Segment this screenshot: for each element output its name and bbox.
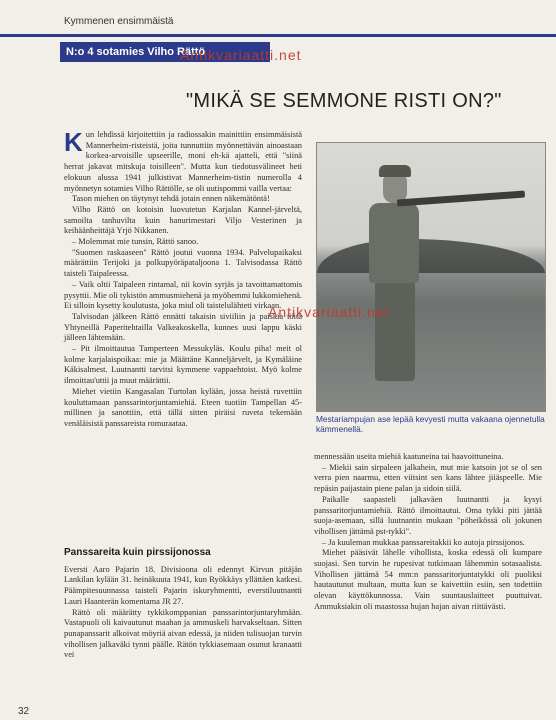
paragraph: Tason miehen on täytynyt tehdä jotain ennen näkemätöntä! xyxy=(72,194,270,204)
paragraph: Eversti Aaro Pajarin 18. Divisioona oli edennyt Kirvun pitäjän Lankilan kylään 31. heinäkuuta 1941, kun Ryökkäys yllättäen katkesi. Päämpitesuunnassa taisteli Pajarin iskuryhmentti, everstiluutnantti Lauri Haanterän komentama JR 27. xyxy=(64,564,302,606)
paragraph: Miehet vietiin Kangasalan Turtolan kylään, jossa heistä ruvettiin kouluttamaan panssarintorjuntamiehiä. Eteen tuotiin Tampellan 45-millinen ja sanottiin, että tällä sitten piräisi ruveta tekemään venäläisistä panssareista romuraataa. xyxy=(64,386,302,428)
soldier-figure-legs xyxy=(375,281,415,381)
subheading: Panssareita kuin pirssijonossa xyxy=(64,547,211,558)
soldier-photo xyxy=(316,142,546,412)
drop-cap: K xyxy=(64,127,83,157)
top-rule xyxy=(0,34,556,37)
column-left-top xyxy=(64,127,302,430)
lead-paragraph: Kun lehdissä kirjoitettiin ja radiossakin mainittiin ensimmäisistä Mannerheim-risteistä, joita tunnuttiin myönnettävän ainoastaan korkea-arvoisille upseerille, moni eh-kä ajatteli, että "siinä herrat jakavat mitskuja toisilleen". Mutta kun tiedotusvälineet heti elokuun alussa 1941 julkistivat Mannerheim-tistin numerolla 4 myönnetyn sotamies Vilho Rättölle, se oli uutispommi vailla vertaa: xyxy=(64,127,302,193)
treeline xyxy=(317,239,545,273)
photo-caption: Mestariampujan ase lepää kevyesti mutta vakaana ojennetulla kämmenellä. xyxy=(316,414,545,434)
soldier-figure-cap xyxy=(379,165,411,177)
page-number: 32 xyxy=(18,706,30,717)
section-label: N:o 4 sotamies Vilho Rättö xyxy=(60,42,270,62)
paragraph: Vilho Rättö on kotoisin luovutetun Karjalan Kannel-järveltä, samoilta tanhuvilta kuin hanurimestari Viljo Vesterinen ja keihäänheittäjä Yrjö Nikkanen. xyxy=(64,204,302,236)
column-left-bottom xyxy=(64,548,302,661)
soldier-figure-body xyxy=(369,203,419,283)
paragraph: mennessään useita miehiä kaatuneina tai haavoittuneina. xyxy=(314,452,504,461)
running-head: Kymmenen ensimmäistä xyxy=(64,16,174,27)
paragraph: "Suomen raskaaseen" Rättö joutui vuonna 1934. Palvelupaikaksi määrättiin Terijoki ja polkupyöräpataljoona 1. Talvisodassa Rättö taisteli Taipaleessa. xyxy=(64,247,302,279)
paragraph: – Molemmat mie tunsin, Rättö sanoo. xyxy=(72,237,199,247)
paragraph: – Vaik oltii Taipaleen rintamal, nii kovin syrjäs ja tavoittamattomis pysyttii. Mie oli tykistön ammusmiehenä ja myöhemmi lukkomiehenä. Ei silloin kysetty koulutusta, joka miul oli taistelulähteti virkaan. xyxy=(64,279,302,311)
paragraph: Miehet pääsivät lähelle vihollista, koska edessä oli kumpare suojasi. Sen turvin he rupesivat tutkimaan lähemmin sotasaalista. Vihollisen jättämä 54 mm:n panssaritorjuntatykki oli puoliksi hautautunut multaan, mutta kun se kaivettiin esiin, sen todettiin olevan käyttökunnossa. Vain suuntauslaitteet puuttuivat. Ammuksiakin oli maastossa hujan hajan aivan riittävästi. xyxy=(314,548,542,611)
paragraph: Talvisodan jälkeen Rättö ennätti takaisin siviiliin ja paiskia töitä Yhtyneillä Paperitehtailla Valkeakoskella, kunnes uusi lappu käski jälleen lähtemään. xyxy=(64,311,302,343)
column-right xyxy=(314,452,542,613)
paragraph: – Pit ilmoittautua Tamperteen Messukyläs. Koulu piha! meit ol kolme karjalaispoikaa: mie ja Määttäne Kanneljärvelt, ja Kymäläine Käkisalmest. Luutnantti tarvitsi kymmene vappaehtoist. Myö kolme ilmoittau'uttii ja muut määrättii. xyxy=(64,344,302,386)
paragraph: Paikalle saapasteli jalkaväen luutnantti ja kysyi panssaritorjuntamiehiä. Rättö ilmoittautui. Oma tykki piti jättää suoja-asemaan, sillä luutnantin mukaan "pöheikössä oli jokunen vihollisen jättämä pst-tykki". xyxy=(314,494,542,536)
rifle xyxy=(397,191,525,207)
watermark-photo: Antikvariaatti.net xyxy=(268,304,390,320)
article-headline: "MIKÄ SE SEMMONE RISTI ON?" xyxy=(186,90,502,112)
paragraph: – Ja kuuleman mukkaa panssareitakkii ko autoja pirssijonos. xyxy=(322,537,525,547)
paragraph: Rättö oli määrätty tykkikomppanian panssarintorjuntaryhmään. Vastapuoli oli kaivautunut maahan ja ammuskeli harvakseltaan. Sitten punapanssarit alkoivat möyriä aivan edessä, ja niiden tulisuojan turvin vihollisen jalkaväki tynni päälle. Rätön tykkiasemaan osunut kranaatti vei xyxy=(64,607,302,660)
watermark-top: Antikvariaatti.net xyxy=(180,47,302,63)
paragraph: – Miekii sain sirpaleen jalkahein, mut mie katsoin jot se ol sen verra pien naarmu, etten viitsint sen kans lähtee jiiäspeelle. Mie repäsin paijastain piene palan ja sidoin siilä. xyxy=(314,462,542,494)
